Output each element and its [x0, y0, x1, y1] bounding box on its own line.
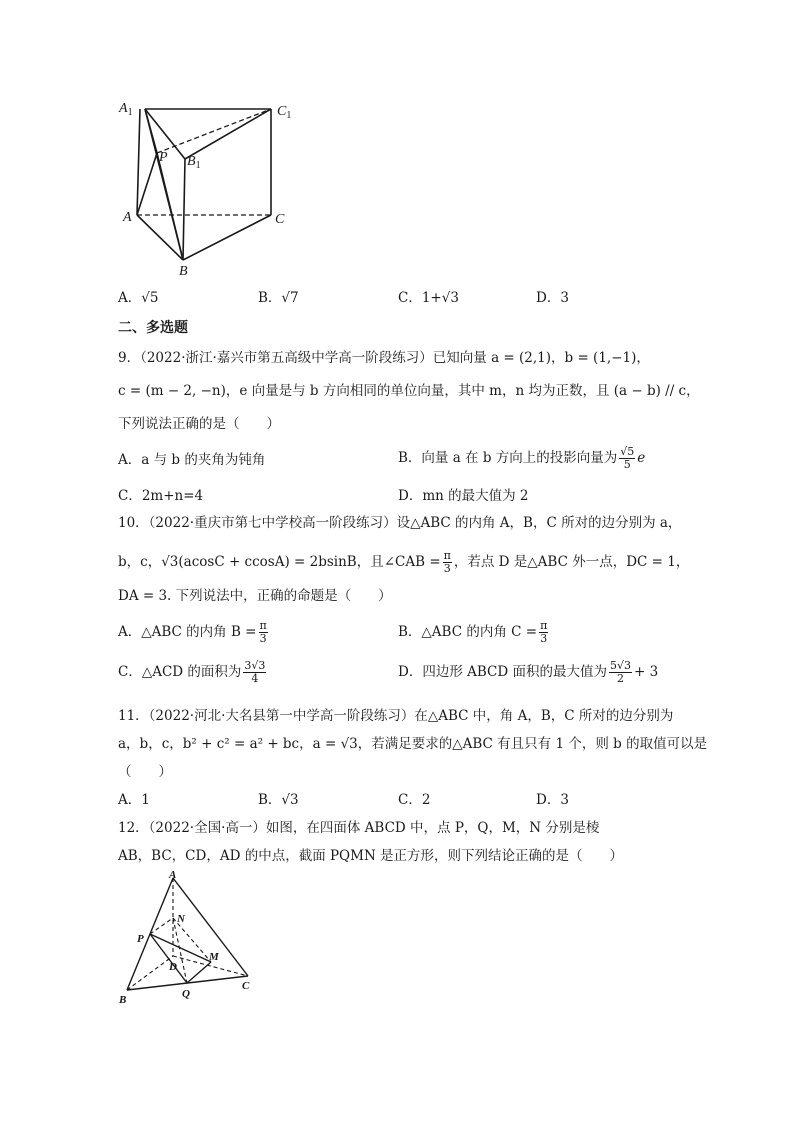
q9-option-a: A．a 与 b 的夹角为钝角: [118, 452, 266, 468]
q10-option-b: B．△ABC 的内角 C = $\frac{\pi}{3}$: [398, 619, 548, 645]
q11-option-c: C．2: [398, 792, 431, 808]
q9-option-d: D．mn 的最大值为 2: [398, 488, 529, 504]
label-a1: $A_1$: [119, 101, 133, 118]
edge-a1-a: [137, 109, 140, 215]
q11-line1: 11．（2022·河北·大名县第一中学高一阶段练习）在△ABC 中，角 A，B，C 所对的边分别为: [118, 708, 674, 724]
q9-option-c: C．2m+n=4: [118, 488, 204, 504]
label-d: D: [169, 961, 177, 973]
q10-option-a: A．△ABC 的内角 B = $\frac{\pi}{3}$: [118, 619, 267, 645]
edge-b1-c1: [185, 109, 271, 159]
seg-p-a: [137, 153, 157, 215]
label-p: P: [137, 933, 144, 945]
label-q: Q: [182, 988, 190, 1000]
seg-p-b: [157, 153, 183, 260]
dashed-p-c1: [157, 109, 271, 153]
q11-option-d: D．3: [536, 792, 569, 808]
edge-b1-b: [183, 159, 185, 260]
tetrahedron-figure: [115, 868, 265, 1008]
q9-line2: c = (m − 2, −n)，e 向量是与 b 方向相同的单位向量，其中 m，n 均为正数，且 (a − b) // c，: [118, 383, 700, 399]
edge-a-b: [137, 215, 183, 260]
label-a: A: [169, 869, 177, 881]
q11-line3: （ ）: [118, 764, 172, 780]
q9-option-b: B．向量 a 在 b 方向上的投影向量为 $\frac{√5}{5}$ e: [398, 445, 646, 471]
label-b1: $B_1$: [187, 154, 201, 171]
q10-line1: 10．（2022·重庆市第七中学校高一阶段练习）设△ABC 的内角 A，B，C 所对的边分别为 a，: [118, 515, 682, 531]
q10-option-d: D．四边形 ABCD 面积的最大值为 $\frac{5√3}{2}$ + 3: [398, 659, 659, 685]
q8-option-b: B．√7: [258, 290, 299, 306]
q8-option-c: C．1+√3: [398, 290, 459, 306]
label-a: A: [123, 210, 132, 225]
prism-figure: [115, 95, 305, 280]
label-b: B: [179, 264, 188, 279]
label-m: M: [209, 951, 219, 963]
q9-line1: 9．（2022·浙江·嘉兴市第五高级中学高一阶段练习）已知向量 a = (2,1)，b = (1,−1)，: [118, 350, 650, 366]
q8-option-a: A．√5: [118, 290, 159, 306]
q10-line3: DA = 3. 下列说法中，正确的命题是（ ）: [118, 588, 392, 604]
q11-line2: a，b，c，b² + c² = a² + bc，a = √3，若满足要求的△ABC 有且只有 1 个，则 b 的取值可以是: [118, 736, 708, 752]
q12-line1: 12．（2022·全国·高一）如图，在四面体 ABCD 中，点 P，Q，M，N 分别是棱: [118, 820, 600, 836]
label-c: C: [275, 212, 285, 227]
q12-line2: AB，BC，CD，AD 的中点，截面 PQMN 是正方形，则下列结论正确的是（ ）: [118, 848, 624, 864]
q9-line3: 下列说法正确的是（ ）: [118, 416, 280, 432]
label-p: P: [159, 150, 168, 165]
q8-option-d: D．3: [536, 290, 569, 306]
q11-option-b: B．√3: [258, 792, 299, 808]
q10-option-c: C．△ACD 的面积为 $\frac{3√3}{4}$: [118, 659, 266, 685]
label-c1: $C_1$: [277, 104, 292, 121]
label-c: C: [242, 980, 250, 992]
q11-option-a: A．1: [118, 792, 150, 808]
edge-b-c: [183, 215, 271, 260]
label-b: B: [119, 994, 127, 1006]
section-title: 二、多选题: [118, 320, 188, 336]
q10-line2: b，c，√3(acosC + ccosA) = 2bsinB，且∠CAB = $\frac{\pi}{3}$ ，若点 D 是△ABC 外一点，DC = 1，: [118, 549, 690, 575]
label-n: N: [177, 913, 185, 925]
